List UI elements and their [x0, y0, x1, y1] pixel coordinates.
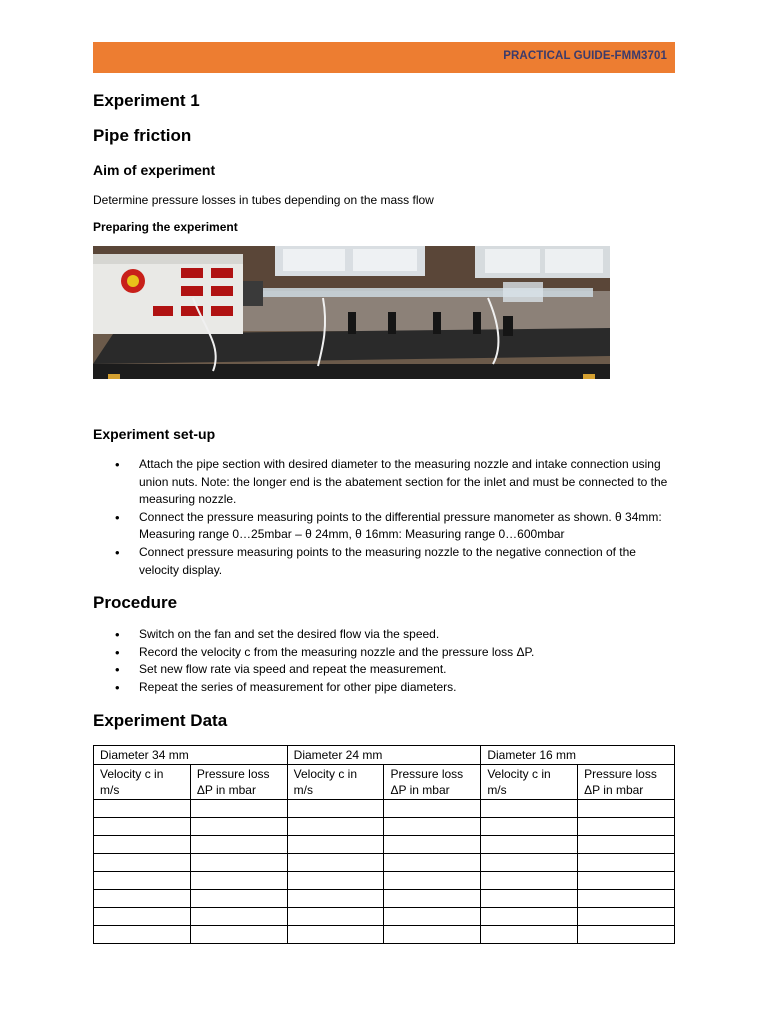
column-header: Velocity c in m/s	[287, 765, 384, 800]
data-cell[interactable]	[481, 872, 578, 890]
header-title: PRACTICAL GUIDE-FMM3701	[503, 50, 667, 62]
preparing-heading: Preparing the experiment	[93, 220, 238, 234]
table-row	[94, 908, 675, 926]
experiment-data-table	[93, 745, 675, 944]
data-cell[interactable]	[481, 890, 578, 908]
table-row	[94, 890, 675, 908]
table-row	[94, 872, 675, 890]
data-cell[interactable]	[190, 890, 287, 908]
column-header: Pressure loss ΔP in mbar	[578, 765, 675, 800]
data-cell[interactable]	[481, 908, 578, 926]
data-cell[interactable]	[384, 836, 481, 854]
data-cell[interactable]	[287, 836, 384, 854]
procedure-item: • Record the velocity c from the measuring nozzle and the pressure loss ΔP.	[93, 644, 678, 662]
data-cell[interactable]	[384, 908, 481, 926]
data-cell[interactable]	[578, 818, 675, 836]
setup-item: • Connect pressure measuring points to the measuring nozzle to the negative connection of the velocity display.	[93, 544, 678, 579]
data-cell[interactable]	[287, 854, 384, 872]
table-row	[94, 800, 675, 818]
data-cell[interactable]	[287, 872, 384, 890]
procedure-item: • Set new flow rate via speed and repeat the measurement.	[93, 661, 678, 679]
procedure-list	[93, 626, 678, 696]
data-cell[interactable]	[481, 926, 578, 944]
group-header: Diameter 16 mm	[481, 746, 675, 765]
data-cell[interactable]	[578, 890, 675, 908]
procedure-item: • Repeat the series of measurement for other pipe diameters.	[93, 679, 678, 697]
data-cell[interactable]	[94, 908, 191, 926]
data-cell[interactable]	[384, 890, 481, 908]
data-cell[interactable]	[481, 836, 578, 854]
table-row	[94, 854, 675, 872]
data-cell[interactable]	[287, 818, 384, 836]
data-cell[interactable]	[481, 800, 578, 818]
setup-item: • Connect the pressure measuring points to the differential pressure manometer as shown. θ 34mm: Measuring range 0…25mbar – θ 24mm, θ 16mm: Measuring range 0…600mbar	[93, 509, 678, 544]
column-header: Velocity c in m/s	[94, 765, 191, 800]
setup-list	[93, 456, 678, 579]
apparatus-photo	[93, 246, 610, 379]
header-bar	[93, 42, 675, 73]
procedure-item: • Switch on the fan and set the desired flow via the speed.	[93, 626, 678, 644]
table-group-row	[94, 746, 675, 765]
data-cell[interactable]	[287, 800, 384, 818]
data-cell[interactable]	[94, 818, 191, 836]
setup-heading: Experiment set-up	[93, 426, 216, 442]
data-cell[interactable]	[481, 854, 578, 872]
aim-heading: Aim of experiment	[93, 162, 216, 178]
data-cell[interactable]	[94, 800, 191, 818]
procedure-heading: Procedure	[93, 593, 178, 612]
data-cell[interactable]	[190, 926, 287, 944]
data-cell[interactable]	[190, 800, 287, 818]
experiment-data-heading: Experiment Data	[93, 711, 228, 730]
data-cell[interactable]	[190, 836, 287, 854]
table-row	[94, 926, 675, 944]
data-cell[interactable]	[94, 836, 191, 854]
page-title: Pipe friction	[93, 126, 192, 145]
experiment-number: Experiment 1	[93, 91, 200, 110]
data-cell[interactable]	[578, 908, 675, 926]
data-cell[interactable]	[94, 890, 191, 908]
data-cell[interactable]	[94, 854, 191, 872]
data-cell[interactable]	[287, 890, 384, 908]
data-cell[interactable]	[578, 872, 675, 890]
data-cell[interactable]	[481, 818, 578, 836]
data-cell[interactable]	[287, 926, 384, 944]
data-cell[interactable]	[578, 836, 675, 854]
data-cell[interactable]	[94, 926, 191, 944]
table-column-header-row	[94, 765, 675, 800]
column-header: Pressure loss ΔP in mbar	[190, 765, 287, 800]
data-cell[interactable]	[384, 872, 481, 890]
data-cell[interactable]	[384, 854, 481, 872]
group-header: Diameter 24 mm	[287, 746, 481, 765]
data-cell[interactable]	[384, 818, 481, 836]
data-cell[interactable]	[190, 854, 287, 872]
data-cell[interactable]	[190, 908, 287, 926]
data-cell[interactable]	[190, 818, 287, 836]
data-cell[interactable]	[287, 908, 384, 926]
data-cell[interactable]	[578, 926, 675, 944]
group-header: Diameter 34 mm	[94, 746, 288, 765]
column-header: Pressure loss ΔP in mbar	[384, 765, 481, 800]
data-cell[interactable]	[384, 800, 481, 818]
aim-text: Determine pressure losses in tubes depending on the mass flow	[93, 193, 434, 207]
table-row	[94, 818, 675, 836]
data-cell[interactable]	[578, 800, 675, 818]
data-cell[interactable]	[190, 872, 287, 890]
data-cell[interactable]	[578, 854, 675, 872]
table-row	[94, 836, 675, 854]
data-cell[interactable]	[94, 872, 191, 890]
setup-item: • Attach the pipe section with desired diameter to the measuring nozzle and intake connection using union nuts. Note: the longer end is the abatement section for the inlet and must be connected to the measuring nozzle.	[93, 456, 678, 509]
data-cell[interactable]	[384, 926, 481, 944]
column-header: Velocity c in m/s	[481, 765, 578, 800]
